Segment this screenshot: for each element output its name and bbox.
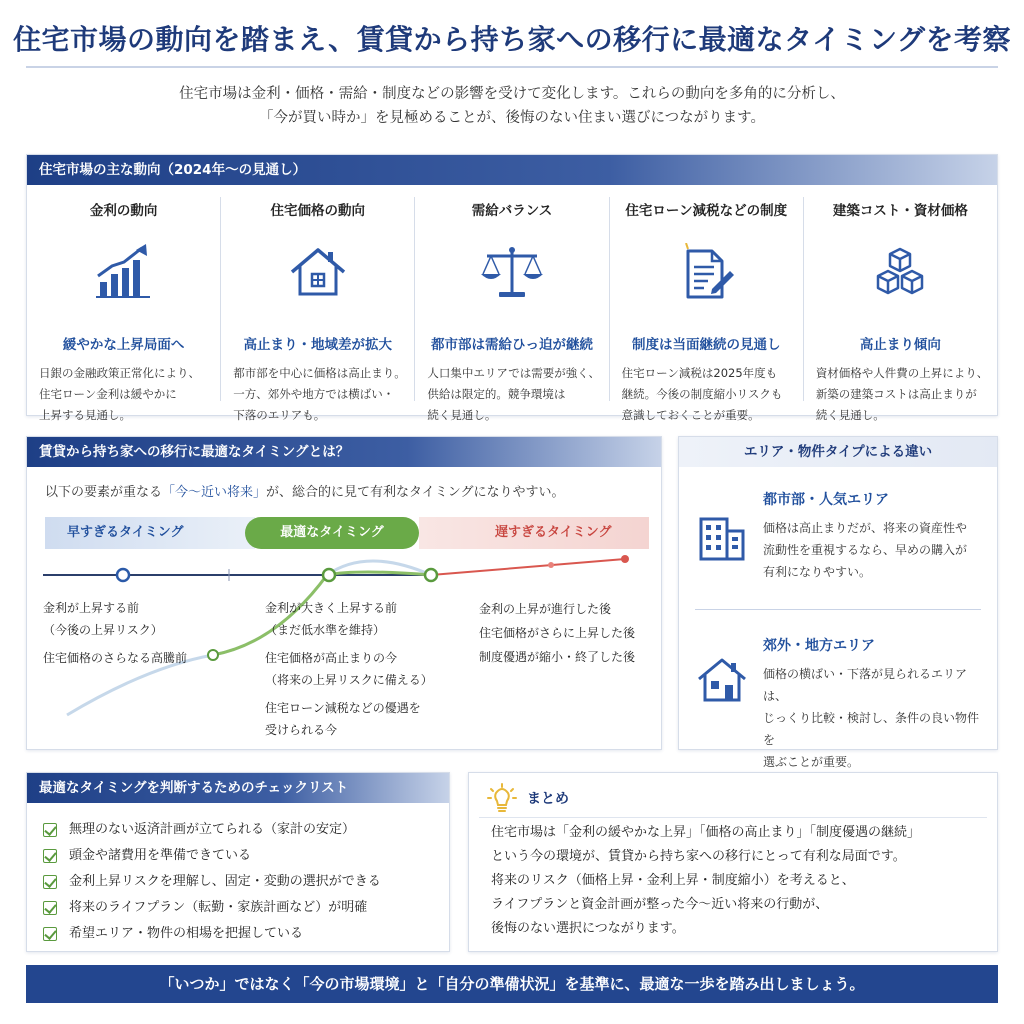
lightbulb-icon — [487, 783, 517, 813]
trend-desc-line: 意識しておくことが重要。 — [621, 408, 760, 422]
area-suburb-title: 郊外・地方エリア — [763, 638, 875, 654]
timing-late-line: 住宅価格がさらに上昇した後 — [479, 626, 636, 640]
late-point-end — [621, 555, 629, 563]
curve-marker — [208, 650, 218, 660]
trend-desc-line: 継続。今後の制度縮小リスクも — [621, 387, 783, 401]
trend-desc-line: 続く見通し。 — [815, 408, 885, 422]
trend-desc-line: 新築の建築コストは高止まりが — [815, 387, 977, 401]
late-trend-line — [431, 559, 625, 575]
timing-early-line: 金利が上昇する前 — [43, 601, 140, 615]
timing-lead — [45, 481, 565, 500]
building-icon — [697, 513, 747, 561]
timing-lead-text: が、総合的に見て有利なタイミングになりやすい。 — [266, 485, 565, 500]
trend-name: 需給バランス — [471, 203, 553, 219]
document-pen-icon — [676, 243, 736, 301]
summary-title: まとめ — [527, 791, 569, 807]
checkbox-checked-icon — [43, 875, 57, 889]
area-desc-line: 価格は高止まりだが、将来の資産性や — [763, 521, 968, 535]
footer-banner: 「いつか」ではなく「今の市場環境」と「自分の準備状況」を基準に、最適な一歩を踏み出しましょう。 — [26, 965, 998, 1003]
trend-desc-line: 一方、郊外や地方では横ばい・ — [233, 387, 395, 401]
phase-best: 最適なタイミング — [245, 517, 419, 549]
trend-desc-line: 住宅ローン減税は2025年度も — [621, 366, 778, 380]
summary-line: 住宅市場は「金利の緩やかな上昇」「価格の高止まり」「制度優遇の継続」 — [491, 825, 921, 840]
best-end-marker — [425, 569, 437, 581]
trend-sub: 緩やかな上昇局面へ — [62, 337, 185, 353]
summary-line: という今の環境が、賃貸から持ち家への移行にとって有利な局面です。 — [491, 849, 906, 864]
checkbox-checked-icon — [43, 823, 57, 837]
timing-early-line: （今後の上昇リスク） — [43, 623, 163, 637]
trend-name: 建築コスト・資材価格 — [832, 203, 968, 219]
intro-text — [0, 82, 1024, 130]
area-suburb-desc — [763, 663, 989, 773]
trend-desc-line: 続く見通し。 — [427, 408, 497, 422]
phase-late: 遅すぎるタイミング — [419, 517, 649, 549]
checklist-item — [43, 921, 381, 947]
checklist-item — [43, 817, 381, 843]
checklist-item — [43, 843, 381, 869]
timing-best-line: （まだ低水準を維持） — [265, 623, 386, 637]
trend-desc-line: 住宅ローン金利は緩やかに — [39, 387, 177, 401]
checklist-item-label: 将来のライフプラン（転勤・家族計画など）が明確 — [69, 900, 368, 915]
trend-desc-line: 資材価格や人件費の上昇により、 — [815, 366, 989, 380]
checklist-item-label: 無理のない返済計画が立てられる（家計の安定） — [69, 822, 356, 837]
summary-line: 後悔のない選択につながります。 — [491, 921, 685, 936]
early-marker — [117, 569, 129, 581]
cubes-icon — [870, 245, 930, 299]
trend-name: 住宅価格の動向 — [270, 203, 366, 219]
timing-best-line: 住宅価格が高止まりの今 — [265, 651, 398, 665]
summary-divider — [479, 817, 987, 818]
timing-late-line: 金利の上昇が進行した後 — [479, 602, 612, 616]
timing-lead-text: 以下の要素が重なる — [45, 485, 163, 500]
timing-lead-highlight: 「今〜近い将来」 — [162, 485, 267, 500]
trend-desc-line: 上昇する見通し。 — [39, 408, 131, 422]
trend-desc-line: 日銀の金融政策正常化により、 — [39, 366, 200, 380]
trend-desc — [816, 363, 997, 426]
timing-early-text — [43, 597, 187, 669]
timing-header: 賃貸から持ち家への移行に最適なタイミングとは？ — [27, 437, 661, 467]
trends-panel — [26, 154, 998, 422]
trend-desc-line: 下落のエリアも。 — [233, 408, 326, 422]
checklist-panel — [26, 772, 450, 952]
trend-supply-demand — [415, 197, 609, 422]
area-header: エリア・物件タイプによる違い — [679, 437, 997, 467]
timing-best-line: 受けられる今 — [265, 723, 338, 737]
area-urban-desc — [763, 517, 989, 583]
summary-panel — [468, 772, 998, 952]
trend-desc — [233, 363, 414, 426]
intro-line: 住宅市場は金利・価格・需給・制度などの影響を受けて変化します。これらの動向を多角的に分析し、 — [179, 86, 845, 102]
checkbox-checked-icon — [43, 849, 57, 863]
best-marker — [323, 569, 335, 581]
trend-price — [221, 197, 415, 422]
phase-early: 早すぎるタイミング — [45, 517, 255, 549]
trend-desc-line: 都市部を中心に価格は高止まり。 — [233, 366, 406, 380]
timing-early-line: 住宅価格のさらなる高騰前 — [43, 651, 188, 665]
timing-best-line: 住宅ローン減税などの優遇を — [265, 701, 421, 715]
area-desc-line: 有利になりやすい。 — [763, 565, 872, 579]
trend-interest — [27, 197, 221, 422]
checklist-item — [43, 895, 381, 921]
intro-line: 「今が買い時か」を見極めることが、後悔のない住まい選びにつながります。 — [258, 110, 766, 126]
house-icon — [288, 246, 348, 298]
trend-desc-line: 人口集中エリアでは需要が強く、 — [427, 366, 601, 380]
checklist-item-label: 頭金や諸費用を準備できている — [69, 848, 252, 863]
trend-desc-line: 供給は限定的。競争環境は — [427, 387, 566, 401]
area-divider — [695, 609, 981, 610]
checkbox-checked-icon — [43, 927, 57, 941]
trend-desc — [427, 363, 608, 426]
suburb-house-icon — [697, 657, 747, 703]
trend-desc — [622, 363, 803, 426]
trends-header: 住宅市場の主な動向（2024年〜の見通し） — [27, 155, 997, 185]
checklist — [43, 817, 381, 947]
area-urban-title: 都市部・人気エリア — [763, 492, 889, 508]
area-desc-line: 選ぶことが重要。 — [763, 755, 860, 769]
area-desc-line: 価格の横ばい・下落が見られるエリアは、 — [763, 667, 968, 703]
area-desc-line: 流動性を重視するなら、早めの購入が — [763, 543, 968, 557]
scale-icon — [479, 244, 545, 300]
trend-sub: 都市部は需給ひっ迫が継続 — [431, 337, 593, 353]
trend-tax-policy — [610, 197, 804, 422]
page-title: 住宅市場の動向を踏まえ、賃貸から持ち家への移行に最適なタイミングを考察 — [12, 23, 1012, 56]
trend-desc — [39, 363, 220, 426]
trend-construction-cost — [804, 197, 997, 422]
title-divider — [26, 66, 998, 68]
trend-sub: 高止まり・地域差が拡大 — [243, 337, 393, 353]
checklist-item-label: 希望エリア・物件の相場を把握している — [69, 926, 304, 941]
timing-late-line: 制度優遇が縮小・終了した後 — [479, 650, 636, 664]
area-panel — [678, 436, 998, 769]
late-point — [548, 562, 554, 568]
timing-late-text — [479, 597, 635, 669]
timing-best-line: 金利が大きく上昇する前 — [265, 601, 398, 615]
trend-name: 金利の動向 — [89, 203, 158, 219]
checklist-item — [43, 869, 381, 895]
bar-chart-up-icon — [94, 244, 154, 300]
summary-text — [491, 821, 920, 941]
checklist-item-label: 金利上昇リスクを理解し、固定・変動の選択ができる — [69, 874, 381, 889]
area-desc-line: じっくり比較・検討し、条件の良い物件を — [763, 711, 980, 747]
checklist-header: 最適なタイミングを判断するためのチェックリスト — [27, 773, 449, 803]
trend-sub: 制度は当面継続の見通し — [631, 337, 781, 353]
checkbox-checked-icon — [43, 901, 57, 915]
summary-line: 将来のリスク（価格上昇・金利上昇・制度縮小）を考えると、 — [491, 873, 855, 888]
trend-name: 住宅ローン減税などの制度 — [625, 203, 788, 219]
timing-best-line: （将来の上昇リスクに備える） — [265, 673, 433, 687]
summary-line: ライフプランと資金計画が整った今〜近い将来の行動が、 — [491, 897, 829, 912]
timing-best-text — [265, 597, 433, 741]
timing-panel — [26, 436, 662, 750]
trend-sub: 高止まり傾向 — [859, 337, 941, 353]
